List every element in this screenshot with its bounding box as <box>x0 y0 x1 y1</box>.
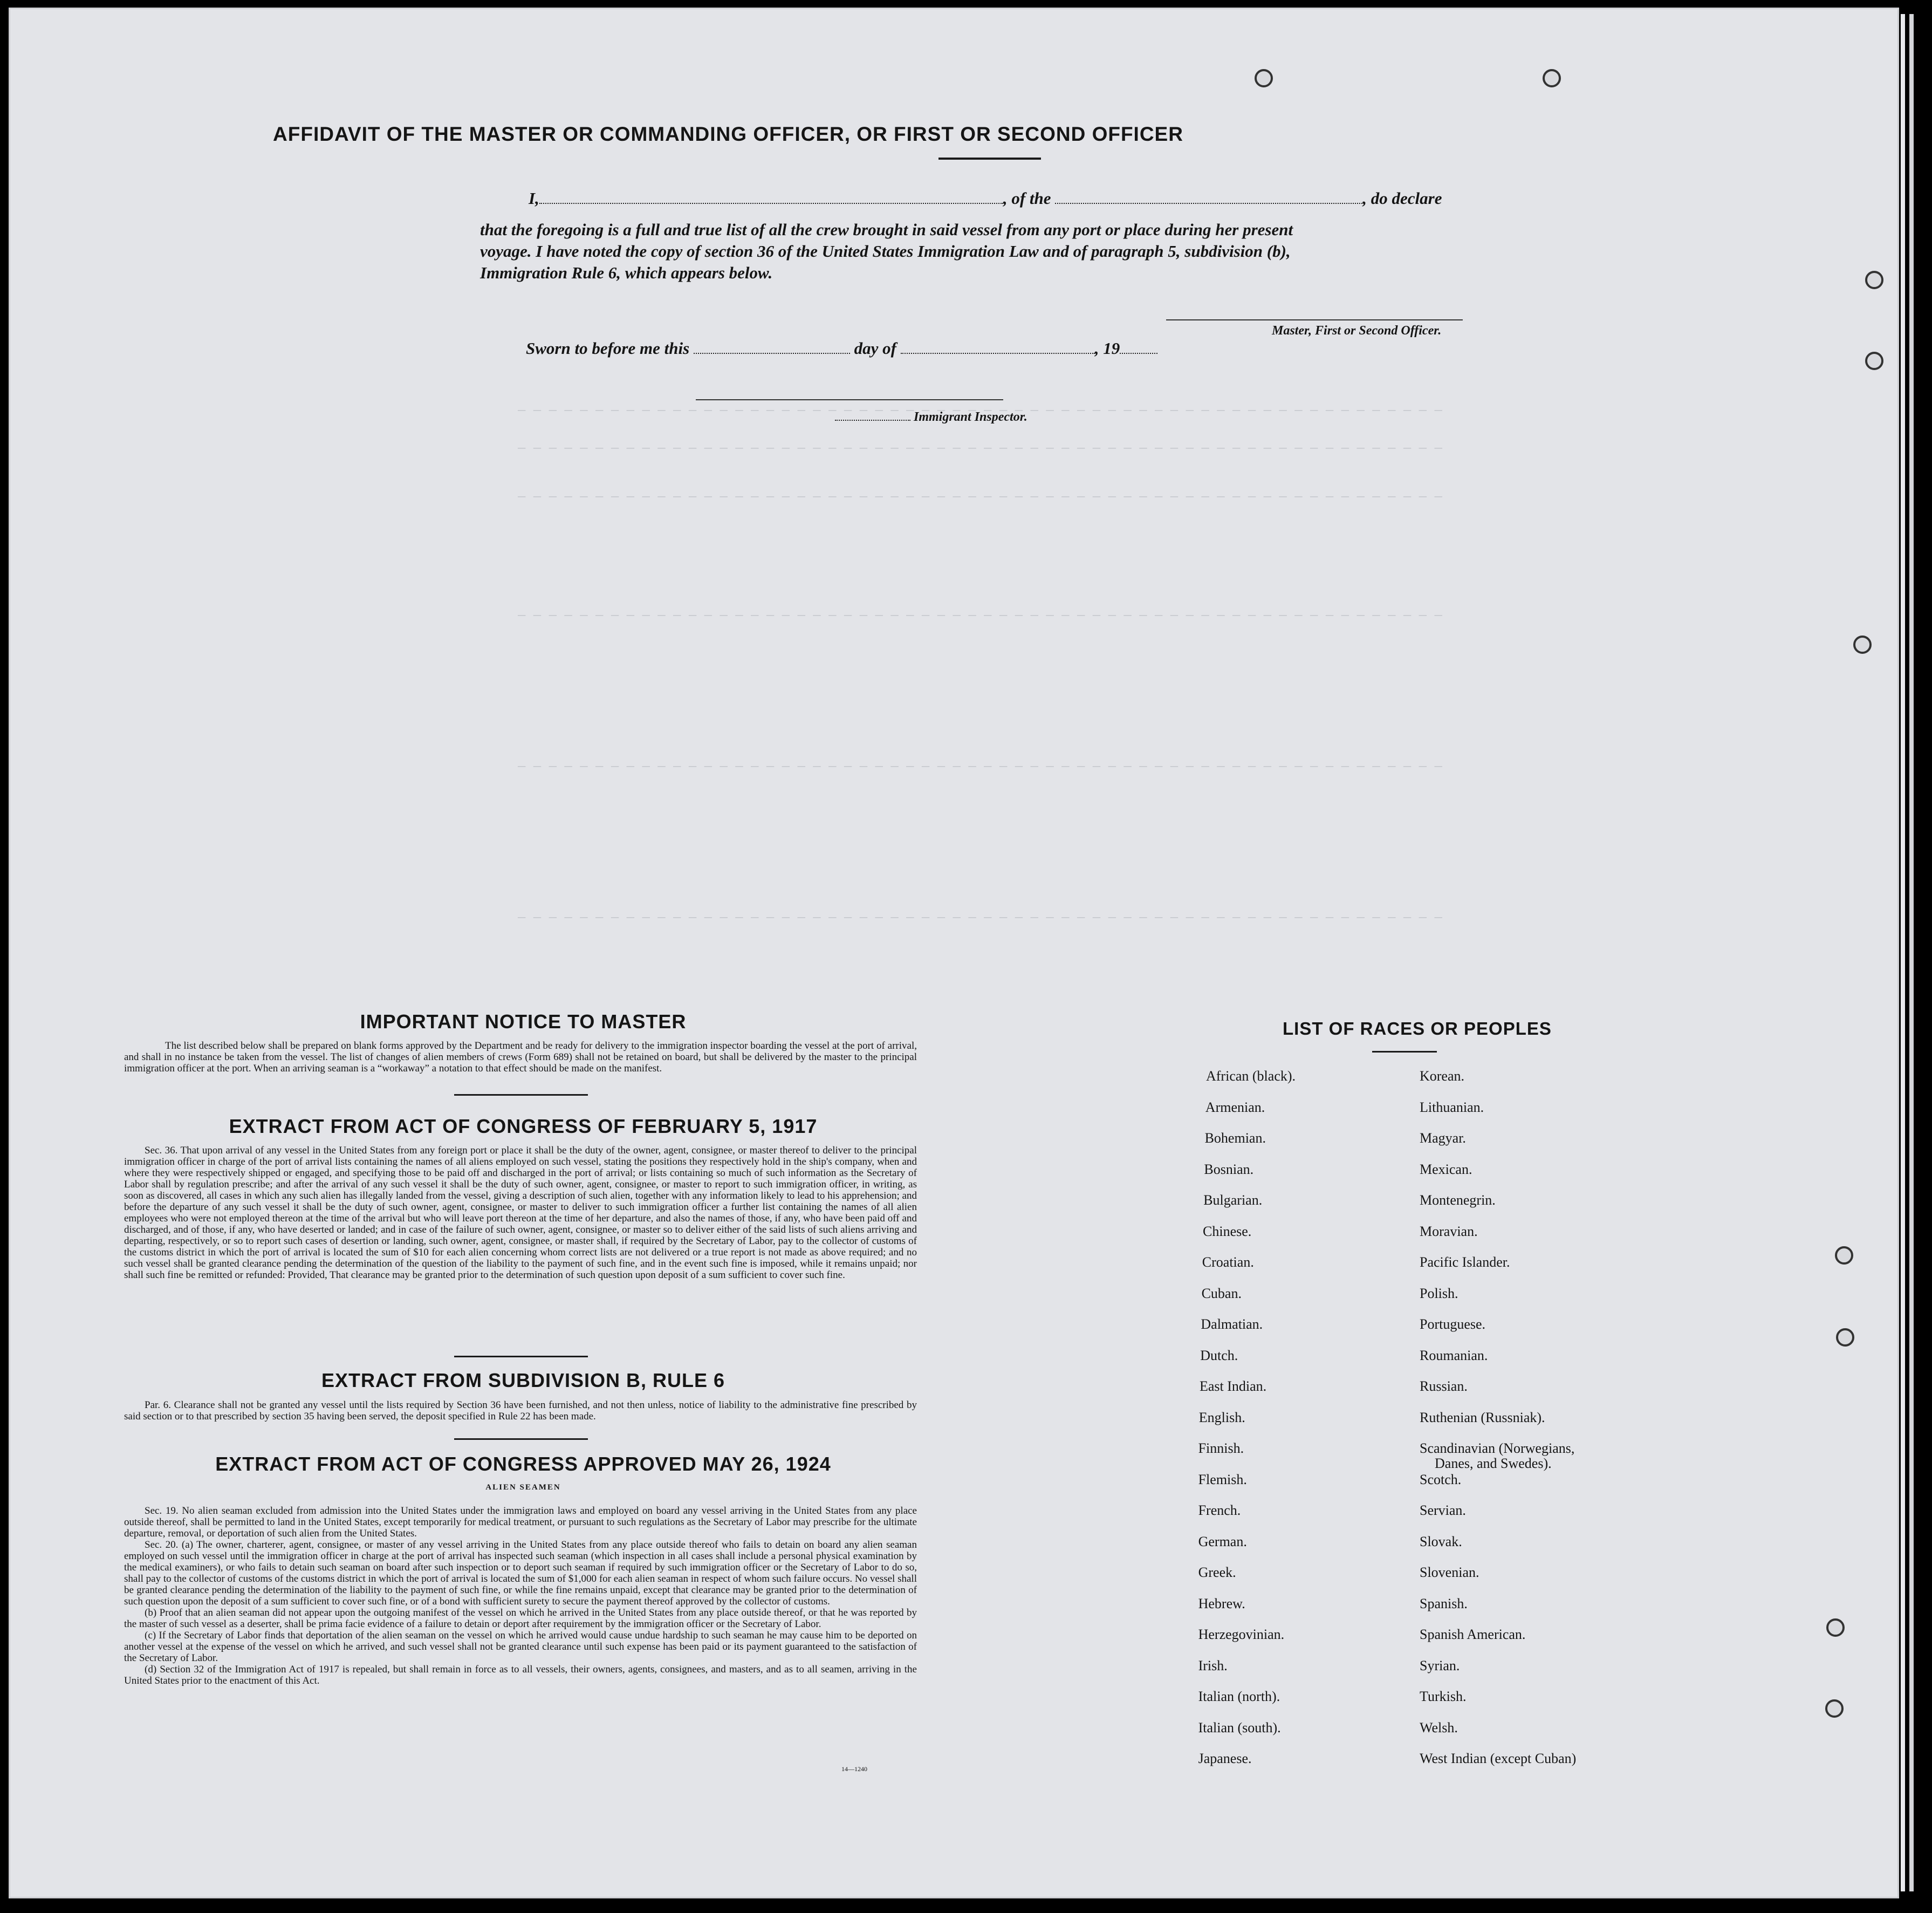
punch-hole <box>1853 636 1872 654</box>
affidavit-of-the-label: , of the <box>1003 189 1051 208</box>
race-item: Hebrew. <box>1198 1595 1245 1611</box>
alien-seamen-subtitle: ALIEN SEAMEN <box>485 1483 561 1492</box>
sworn-line <box>526 339 1157 358</box>
punch-hole <box>1543 69 1561 87</box>
page-edge <box>1909 14 1914 1891</box>
punch-hole <box>1255 69 1273 87</box>
race-item: Welsh. <box>1420 1719 1458 1736</box>
race-item: Dutch. <box>1200 1347 1238 1363</box>
race-item: Slovak. <box>1420 1533 1462 1549</box>
master-signature-caption: Master, First or Second Officer. <box>1272 324 1442 338</box>
affidavit-line-2: that the foregoing is a full and true list of all the crew brought in said vessel from any port or place during her present <box>480 220 1293 239</box>
extract-1917-title: EXTRACT FROM ACT OF CONGRESS OF FEBRUARY 5, 1917 <box>229 1115 818 1137</box>
page-edge <box>1901 14 1905 1891</box>
punch-hole <box>1825 1699 1844 1718</box>
extract-1924-body <box>124 1505 917 1686</box>
race-item: West Indian (except Cuban) <box>1420 1751 1577 1766</box>
race-item-continuation: Danes, and Swedes). <box>1435 1456 1552 1471</box>
race-item: African (black). <box>1206 1068 1296 1084</box>
affidavit-i-label: I, <box>529 189 539 208</box>
form-number: 14—1240 <box>841 1765 867 1773</box>
section-rule <box>454 1356 588 1357</box>
affidavit-declare-label: , do declare <box>1362 189 1442 208</box>
race-item: Greek. <box>1198 1564 1236 1580</box>
race-item: Bohemian. <box>1204 1130 1266 1146</box>
sworn-label: Sworn to before me this <box>526 339 690 358</box>
notice-text: The list described below shall be prepared on blank forms approved by the Department and be ready for delivery to the immigration inspector boarding the vessel at the port of arrival, and shall in no instance be taken from the vessel. The list of changes of alien members of crews (Form 689) shall not be retained on board, but shall be delivered by the master to the principal immigration officer at the port. When an arriving seaman is a “workaway” a notation to that effect should be made on the manifest. <box>124 1040 917 1074</box>
sec-20c-text: (c) If the Secretary of Labor finds that deportation of the alien seaman on the vessel on which he arrived would cause undue hardship to such seaman he may cause him to be deported on another vessel at the expense of the vessel on which he arrived, and such vessel shall not be granted clearance until such expense has been paid or its payment guaranteed to the satisfaction of the Secretary of Labor. <box>124 1630 917 1664</box>
race-item: Scotch. <box>1420 1471 1462 1487</box>
affidavit-line-1 <box>529 189 1442 208</box>
master-signature-line[interactable] <box>1166 319 1463 320</box>
race-item: Magyar. <box>1420 1130 1466 1146</box>
race-item: Cuban. <box>1201 1285 1242 1301</box>
title-rule <box>938 158 1041 160</box>
race-item: Japanese. <box>1198 1751 1252 1766</box>
punch-hole <box>1826 1618 1845 1637</box>
affidavit-title: AFFIDAVIT OF THE MASTER OR COMMANDING OFFICER, OR FIRST OR SECOND OFFICER <box>273 123 1183 145</box>
vessel-blank[interactable] <box>1055 191 1362 204</box>
sec-19-text: Sec. 19. No alien seaman excluded from admission into the United States under the immigration laws and employed on board any vessel arriving in the United States from any place outside thereof, shall be permitted to land in the United States, except temporarily for medical treatment, or pursuant to such regulations as the Secretary of Labor may prescribe for the ultimate departure, removal, or deportation of such alien from the United States. <box>124 1505 917 1539</box>
race-item: Polish. <box>1420 1285 1458 1301</box>
section-rule <box>454 1094 588 1096</box>
race-item: Slovenian. <box>1420 1564 1479 1580</box>
race-item: Herzegovinian. <box>1198 1627 1285 1642</box>
race-item: Roumanian. <box>1420 1347 1488 1363</box>
race-item: Dalmatian. <box>1201 1316 1263 1332</box>
month-blank[interactable] <box>901 341 1095 354</box>
affidavit-line-3: voyage. I have noted the copy of section 36 of the United States Immigration Law and of paragraph 5, subdivision (b), <box>480 242 1291 261</box>
year-blank[interactable] <box>1120 341 1157 354</box>
race-item: Pacific Islander. <box>1420 1254 1510 1270</box>
race-item: Italian (north). <box>1198 1689 1280 1704</box>
race-item: Portuguese. <box>1420 1316 1486 1332</box>
race-item: Finnish. <box>1198 1440 1244 1456</box>
race-item: Bosnian. <box>1204 1161 1254 1177</box>
extract-rule6-text: Par. 6. Clearance shall not be granted any vessel until the lists required by Section 36 have been furnished, and not then unless, notice of liability to the administrative fine prescribed by said section or to that prescribed by section 35 having been served, the deposit specified in Rule 22 has been made. <box>124 1399 917 1422</box>
sec-20a-text: Sec. 20. (a) The owner, charterer, agent, consignee, or master of any vessel arriving in the United States from any place outside thereof who fails to detain on board any alien seaman employed on such vessel until the immigration officer in charge at the port of arrival has inspected such seaman (which inspection in all cases shall include a personal physical examination by the medical examiners), or who fails to detain such seaman on board after such inspection or to deport such seaman if required by such immigration officer or the Secretary of Labor to do so, shall pay to the collector of customs of the customs district in which the port of arrival is located the sum of $1,000 for each alien seaman in respect of whom such failure occurs. No vessel shall be granted clearance pending the determination of the liability to the payment of such fine, or while the fine remains unpaid, except that clearance may be granted prior to the determination of such question upon the deposit of a sum sufficient to cover such fine, or of a bond with sufficient surety to secure the payment thereof approved by the collector of customs. <box>124 1539 917 1607</box>
race-item: Korean. <box>1420 1068 1465 1084</box>
race-item: Armenian. <box>1205 1099 1265 1115</box>
race-item: French. <box>1198 1502 1241 1518</box>
notice-title: IMPORTANT NOTICE TO MASTER <box>360 1010 687 1033</box>
race-item: Mexican. <box>1420 1161 1472 1177</box>
race-item: German. <box>1198 1533 1247 1549</box>
extract-1917-text: Sec. 36. That upon arrival of any vessel in the United States from any foreign port or place it shall be the duty of the owner, agent, consignee, or master thereof to deliver to the principal immigration officer in charge of the port of arrival lists containing the names of all aliens employed on such vessel, stating the positions they respectively hold in the ship's company, when and where they were respectively shipped or engaged, and specifying those to be paid off and discharged in the port of arrival; or lists containing so much of such information as the Secretary of Labor shall by regulation prescribe; and after the arrival of any such vessel it shall be the duty of such owner, agent, consignee, or master to report to such immigration officer, in writing, as soon as discovered, all cases in which any such alien has illegally landed from the vessel, giving a description of such alien, together with any information likely to lead to his apprehension; and before the departure of any such vessel it shall be the duty of such owner, agent, consignee, or master to deliver to such immigration officer a further list containing the names of all alien employees who were not employed thereon at the time of the arrival but who will leave port thereon at the time of her departure, and also the names of those, if any, who have been paid off and discharged, and of those, if any, who have deserted or landed; and in case of the failure of such owner, agent, consignee, or master so to deliver either of the said lists of such aliens arriving and departing, respectively, or so to report such cases of desertion or landing, such owner, agent, consignee, or master shall, if required by the Secretary of Labor, pay to the collector of customs of the customs district in which the port of arrival is located the sum of $10 for each alien concerning whom correct lists are not delivered or a true report is not made as above required; and no such vessel shall be granted clearance pending the determination of the question of the liability to the payment of such fine, and in the event such fine is imposed, while it remains unpaid; nor shall such fine be remitted or refunded: Provided, That clearance may be granted prior to the determination of such question upon deposit of a sum sufficient to cover such fine. <box>124 1145 917 1281</box>
sec-20b-text: (b) Proof that an alien seaman did not appear upon the outgoing manifest of the vessel on which he arrived in the United States from any place outside thereof, or that he was reported by the master of such vessel as a deserter, shall be prima facie evidence of a failure to detain or deport after requirement by the immigration officer or the Secretary of Labor. <box>124 1607 917 1630</box>
inspector-signature-line[interactable] <box>696 399 1003 400</box>
section-rule <box>1372 1051 1437 1053</box>
document-page: _ _ _ _ _ _ _ _ _ _ _ _ _ _ _ _ _ _ _ _ _ _ _ _ _ _ _ _ _ _ _ _ _ _ _ _ _ _ _ _ _ _ _ _ _ _ _ _ _ _ _ _ _ _ _ _ _ _ _ _ _ _ _ _ _ _ _ _ _ _ _ _ _ _ _ _ _ _ _ _ _ _ _ _ _ _ _ _ _ _ _ _ _ _ _ _ _ _ _ _ _ _ _ _ _ _ _ _ _ _ _ _ _ _ _ _ _ _ _ _ _ _ _ _ _ _ _ _ _ _ _ _ _ _ _ _ _ _ _ _ _ _ _ _ _ _ _ _ _ _ _ _ _ _ _ _ _ _ _ _ _ _ _ _ _ _ _ _ _ _ _ _ _ _ _ _ _ _ _ _ _ _ _ _ _ _ _ _ _ _ _ _ _ _ _ _ _ _ _ _ _ _ _ _ _ _ _ _ _ _ _ _ _ _ _ _ _ _ _ _ _ _ _ _ _ _ _ _ _ _ _ _ _ _ _ _ _ _ _ _ _ _ _ _ _ _ _ _ _ _ _ _ _ _ _ _ _ _ _ _ _ _ _ _ _ _ _ _ _ _ _ _ _ _ _ _ _ _ _ _ _ _ _ _ _ _ _ _ _ _ _ _ _ _ _ _ _ _ _ _ _ _ _ _ _ _ _ _ _ _ _ _ _ _ _ _ _ _ _ _ _ _ _ _ _ _ _ _ _ _ _ _ _ _ _ _ _ _ _ _ _ _ _ _ _ _ _ _ _ _ _ _ _ _ _ _ _ _ _ _ AFFIDAVIT OF THE MASTER OR COMMANDING OFFICER, OR FIRST OR SECOND OFFICER I, , of the , do declare that the foregoing is a full and true list of all the crew brought in said vessel from any port or place during her present voyage. I have noted the copy of section 36 of the United States Immigration Law and of paragraph 5, subdivision (b), Immigration Rule 6, which appears below. Master, First or Second Officer. Sworn to before me this day of , 19 Immigrant Inspector. IMPORTANT NOTICE TO MASTER The list described below shall be prepared on blank forms approved by the Department and be ready for delivery to the immigration inspector boarding the vessel at the port of arrival, and shall in no instance be taken from the vessel. The list of changes of alien members of crews (Form 689) shall not be retained on board, but shall be delivered by the master to the principal immigration officer at the port. When an arriving seaman is a “workaway” a notation to that effect should be made on the manifest. EXTRACT FROM ACT OF CONGRESS OF FEBRUARY 5, 1917 Sec. 36. That upon arrival of any vessel in the United States from any foreign port or place it shall be the duty of the owner, agent, consignee, or master thereof to deliver to the principal immigration officer in charge of the port of arrival lists containing the names of all aliens employed on such vessel, stating the positions they respectively hold in the ship's company, when and where they were respectively shipped or engaged, and specifying those to be paid off and discharged in the port of arrival; or lists containing so much of such information as the Secretary of Labor shall by regulation prescribe; and after the arrival of any such vessel it shall be the duty of such owner, agent, consignee, or master to report to such immigration officer, in writing, as soon as discovered, all cases in which any such alien has illegally landed from the vessel, giving a description of such alien, together with any information likely to lead to his apprehension; and before the departure of any such vessel it shall be the duty of such owner, agent, consignee, or master to deliver to such immigration officer a further list containing the names of all alien employees who were not employed thereon at the time of the arrival but who will leave port thereon at the time of her departure, and also the names of those, if any, who have been paid off and discharged, and of those, if any, who have deserted or landed; and in case of the failure of such owner, agent, consignee, or master so to deliver either of the said lists of such aliens arriving and departing, respectively, or so to report such cases of desertion or landing, such owner, agent, consignee, or master shall, if required by the Secretary of Labor, pay to the collector of customs of the customs district in which the port of arrival is located the sum of $10 for each alien concerning whom correct lists are not delivered or a true report is not made as above required; and no such vessel shall be granted clearance pending the determination of the question of the liability to the payment of such fine, and in the event such fine is imposed, while it remains unpaid; nor shall such fine be remitted or refunded: Provided, That clearance may be granted prior to the determination of such question upon deposit of a sum sufficient to cover such fine. EXTRACT FROM SUBDIVISION B, RULE 6 Par. 6. Clearance shall not be granted any vessel until the lists required by Section 36 have been furnished, and not then unless, notice of liability to the administrative fine prescribed by said section or to that prescribed by section 35 having been served, the deposit specified in Rule 22 has been made. EXTRACT FROM ACT OF CONGRESS APPROVED MAY 26, 1924 ALIEN SEAMEN Sec. 19. No alien seaman excluded from admission into the United States under the immigration laws and employed on board any vessel arriving in the United States from any place outside thereof, shall be permitted to land in the United States, except temporarily for medical treatment, or pursuant to such regulations as the Secretary of Labor may prescribe for the ultimate departure, removal, or deportation of such alien from the United States. Sec. 20. (a) The owner, charterer, agent, consignee, or master of any vessel arriving in the United States from any place outside thereof who fails to detain on board any alien seaman employed on such vessel until the immigration officer in charge at the port of arrival has inspected such seaman (which inspection in all cases shall include a personal physical examination by the medical examiners), or who fails to detain such seaman on board after such inspection or to deport such seaman if required by such immigration officer or the Secretary of Labor to do so, shall pay to the collector of customs of the customs district in which the port of arrival is located the sum of $1,000 for each alien seaman in respect of whom such failure occurs. No vessel shall be granted clearance pending the determination of the liability to the payment of such fine, or while the fine remains unpaid, except that clearance may be granted prior to the determination of such question upon the deposit of a sum sufficient to cover such fine, or of a bond with sufficient surety to secure the payment thereof approved by the collector of customs. (b) Proof that an alien seaman did not appear upon the outgoing manifest of the vessel on which he arrived in the United States from any place outside thereof, or that he was reported by the master of such vessel as a deserter, shall be prima facie evidence of a failure to detain or deport after requirement by the immigration officer or the Secretary of Labor. (c) If the Secretary of Labor finds that deportation of the alien seaman on the vessel on which he arrived would cause undue hardship to such seaman he may cause him to be deported on another vessel at the expense of the vessel on which he arrived, and such vessel shall not be granted clearance until such expense has been paid or its payment guaranteed to the satisfaction of the Secretary of Labor. (d) Section 32 of the Immigration Act of 1917 is repealed, but shall remain in force as to all vessels, their owners, agents, consignees, and masters, and as to all seamen, arriving in the United States prior to the enactment of this Act. 14—1240 LIST OF RACES OR PEOPLES African (black). Armenian. Bohemian. Bosnian. Bulgarian. Chinese. Croatian. Cuban. Dalmatian. Dutch. East Indian. English. Finnish. Flemish. French. German. Greek. Hebrew. Herzegovinian. Irish. Italian (north). Italian (south). Japanese. Korean. Lithuanian. Magyar. Mexican. Montenegrin. Moravian. Pacific Islander. Polish. Portuguese. Roumanian. Russian. Ruthenian (Russniak). Scandinavian (Norwegians, Danes, and Swedes). Scotch. Servian. Slovak. Slovenian. Spanish. Spanish American. Syrian. Turkish. Welsh. West Indian (except Cuban) <box>0 0 1932 1913</box>
race-item: Spanish. <box>1420 1595 1468 1611</box>
race-item: Lithuanian. <box>1420 1099 1484 1115</box>
race-item: Italian (south). <box>1198 1719 1281 1736</box>
race-item: Ruthenian (Russniak). <box>1420 1409 1545 1425</box>
race-item: Scandinavian (Norwegians, <box>1420 1440 1575 1456</box>
races-title: LIST OF RACES OR PEOPLES <box>1283 1019 1552 1039</box>
extract-rule6-title: EXTRACT FROM SUBDIVISION B, RULE 6 <box>321 1369 725 1391</box>
section-rule <box>454 1438 588 1440</box>
punch-hole <box>1836 1328 1854 1347</box>
sec-20d-text: (d) Section 32 of the Immigration Act of 1917 is repealed, but shall remain in force as to all vessels, their owners, agents, consignees, and masters, and as to all seamen, arriving in the United States prior to the enactment of this Act. <box>124 1664 917 1686</box>
extract-1924-title: EXTRACT FROM ACT OF CONGRESS APPROVED MAY 26, 1924 <box>215 1453 831 1475</box>
race-item: Spanish American. <box>1420 1627 1526 1642</box>
race-item: Moravian. <box>1420 1223 1478 1239</box>
punch-hole <box>1865 271 1883 289</box>
year-label: , 19 <box>1094 339 1120 358</box>
day-blank[interactable] <box>694 341 850 354</box>
punch-hole <box>1865 352 1883 370</box>
punch-hole <box>1835 1246 1853 1265</box>
day-of-label: day of <box>854 339 896 358</box>
affidavit-line-4: Immigration Rule 6, which appears below. <box>480 263 773 282</box>
race-item: Flemish. <box>1198 1471 1247 1487</box>
race-item: Russian. <box>1420 1378 1468 1394</box>
race-item: East Indian. <box>1200 1378 1267 1394</box>
race-item: English. <box>1198 1409 1245 1425</box>
race-item: Syrian. <box>1420 1657 1460 1673</box>
race-item: Turkish. <box>1420 1689 1467 1704</box>
race-item: Chinese. <box>1203 1223 1252 1239</box>
inspector-signature-caption: Immigrant Inspector. <box>835 410 1027 425</box>
race-item: Servian. <box>1420 1502 1466 1518</box>
race-item: Irish. <box>1198 1657 1228 1673</box>
race-item: Croatian. <box>1202 1254 1254 1270</box>
race-item: Bulgarian. <box>1203 1192 1263 1208</box>
name-blank[interactable] <box>539 191 1003 204</box>
race-item: Montenegrin. <box>1420 1192 1496 1208</box>
